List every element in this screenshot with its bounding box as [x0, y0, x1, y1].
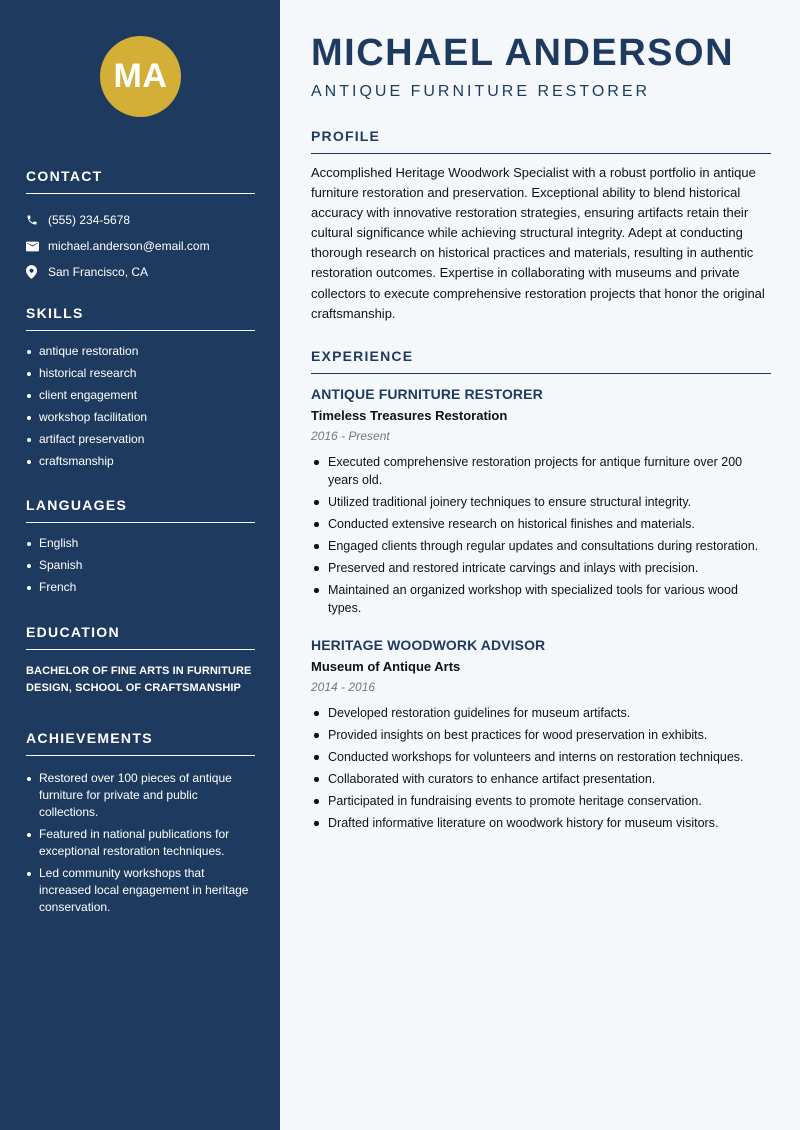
avatar: MA [100, 36, 181, 117]
job-bullet: Executed comprehensive restoration projects for antique furniture over 200 years old. [311, 453, 771, 489]
education-heading: EDUCATION [26, 624, 255, 650]
sidebar [0, 0, 280, 1130]
contact-email [26, 233, 255, 259]
job-bullet: Conducted extensive research on historical finishes and materials. [311, 515, 771, 533]
profile-heading: PROFILE [311, 128, 771, 154]
job-bullet: Developed restoration guidelines for museum artifacts. [311, 704, 771, 722]
contact-heading: CONTACT [26, 168, 255, 194]
job-bullet: Maintained an organized workshop with specialized tools for various wood types. [311, 581, 771, 617]
job-bullet: Provided insights on best practices for wood preservation in exhibits. [311, 726, 771, 744]
achievements-section [26, 730, 255, 921]
skills-section [26, 305, 255, 476]
experience-heading: EXPERIENCE [311, 348, 771, 374]
location-pin-icon [26, 265, 48, 279]
profile-text: Accomplished Heritage Woodwork Specialist with a robust portfolio in antique furniture restoration and preservation. Exceptional ability to blend historical accuracy with innovative restoration strategies, ensuring artifacts retain their cultural significance while achieving structural integrity. Adept at conducting thorough research on historical practices and materials, resulting in authentic restoration outcomes. Expertise in collaborating with museums and private collectors to execute comprehensive restoration projects that honor the original craftsmanship. [311, 165, 765, 321]
skill-item: antique restoration [26, 344, 255, 359]
job-bullets [311, 704, 771, 832]
achievements-list [26, 770, 255, 916]
achievement-item: Restored over 100 pieces of antique furniture for private and public collections. [26, 770, 255, 821]
job-company: Timeless Treasures Restoration [311, 408, 508, 423]
job-bullet: Utilized traditional joinery techniques to ensure structural integrity. [311, 493, 771, 511]
languages-list [26, 536, 255, 595]
job-dates: 2016 - Present [311, 429, 390, 443]
candidate-title: ANTIQUE FURNITURE RESTORER [311, 83, 651, 100]
skill-item: craftsmanship [26, 454, 255, 469]
education-degree: BACHELOR OF FINE ARTS IN FURNITURE DESIGN, SCHOOL OF CRAFTSMANSHIP [26, 665, 252, 694]
contact-section [26, 168, 255, 285]
language-item: English [26, 536, 255, 551]
job-title: ANTIQUE FURNITURE RESTORER [311, 386, 543, 402]
job-bullet: Engaged clients through regular updates and consultations during restoration. [311, 537, 771, 555]
email-text: michael.anderson@email.com [48, 239, 210, 253]
skills-list [26, 344, 255, 469]
job-dates: 2014 - 2016 [311, 680, 376, 694]
achievement-item: Led community workshops that increased local engagement in heritage conservation. [26, 865, 255, 916]
contact-phone [26, 207, 255, 233]
skill-item: client engagement [26, 388, 255, 403]
phone-icon [26, 214, 48, 226]
phone-text: (555) 234-5678 [48, 213, 131, 227]
achievements-heading: ACHIEVEMENTS [26, 730, 255, 756]
education-section [26, 624, 255, 697]
job-title: HERITAGE WOODWORK ADVISOR [311, 637, 546, 653]
job-bullet: Participated in fundraising events to promote heritage conservation. [311, 792, 771, 810]
achievement-item: Featured in national publications for exceptional restoration techniques. [26, 826, 255, 860]
skills-heading: SKILLS [26, 305, 255, 331]
job-bullet: Collaborated with curators to enhance artifact presentation. [311, 770, 771, 788]
job-entry [311, 386, 771, 621]
contact-location [26, 259, 255, 285]
job-bullets [311, 453, 771, 617]
skill-item: historical research [26, 366, 255, 381]
language-item: French [26, 580, 255, 595]
candidate-name: MICHAEL ANDERSON [311, 32, 735, 74]
job-company: Museum of Antique Arts [311, 659, 461, 674]
skill-item: workshop facilitation [26, 410, 255, 425]
location-text: San Francisco, CA [48, 265, 149, 279]
email-icon [26, 241, 48, 252]
skill-item: artifact preservation [26, 432, 255, 447]
job-bullet: Conducted workshops for volunteers and interns on restoration techniques. [311, 748, 771, 766]
languages-heading: LANGUAGES [26, 497, 255, 523]
job-bullet: Drafted informative literature on woodwork history for museum visitors. [311, 814, 771, 832]
language-item: Spanish [26, 558, 255, 573]
job-bullet: Preserved and restored intricate carvings and inlays with precision. [311, 559, 771, 577]
job-entry [311, 637, 771, 836]
languages-section [26, 497, 255, 602]
